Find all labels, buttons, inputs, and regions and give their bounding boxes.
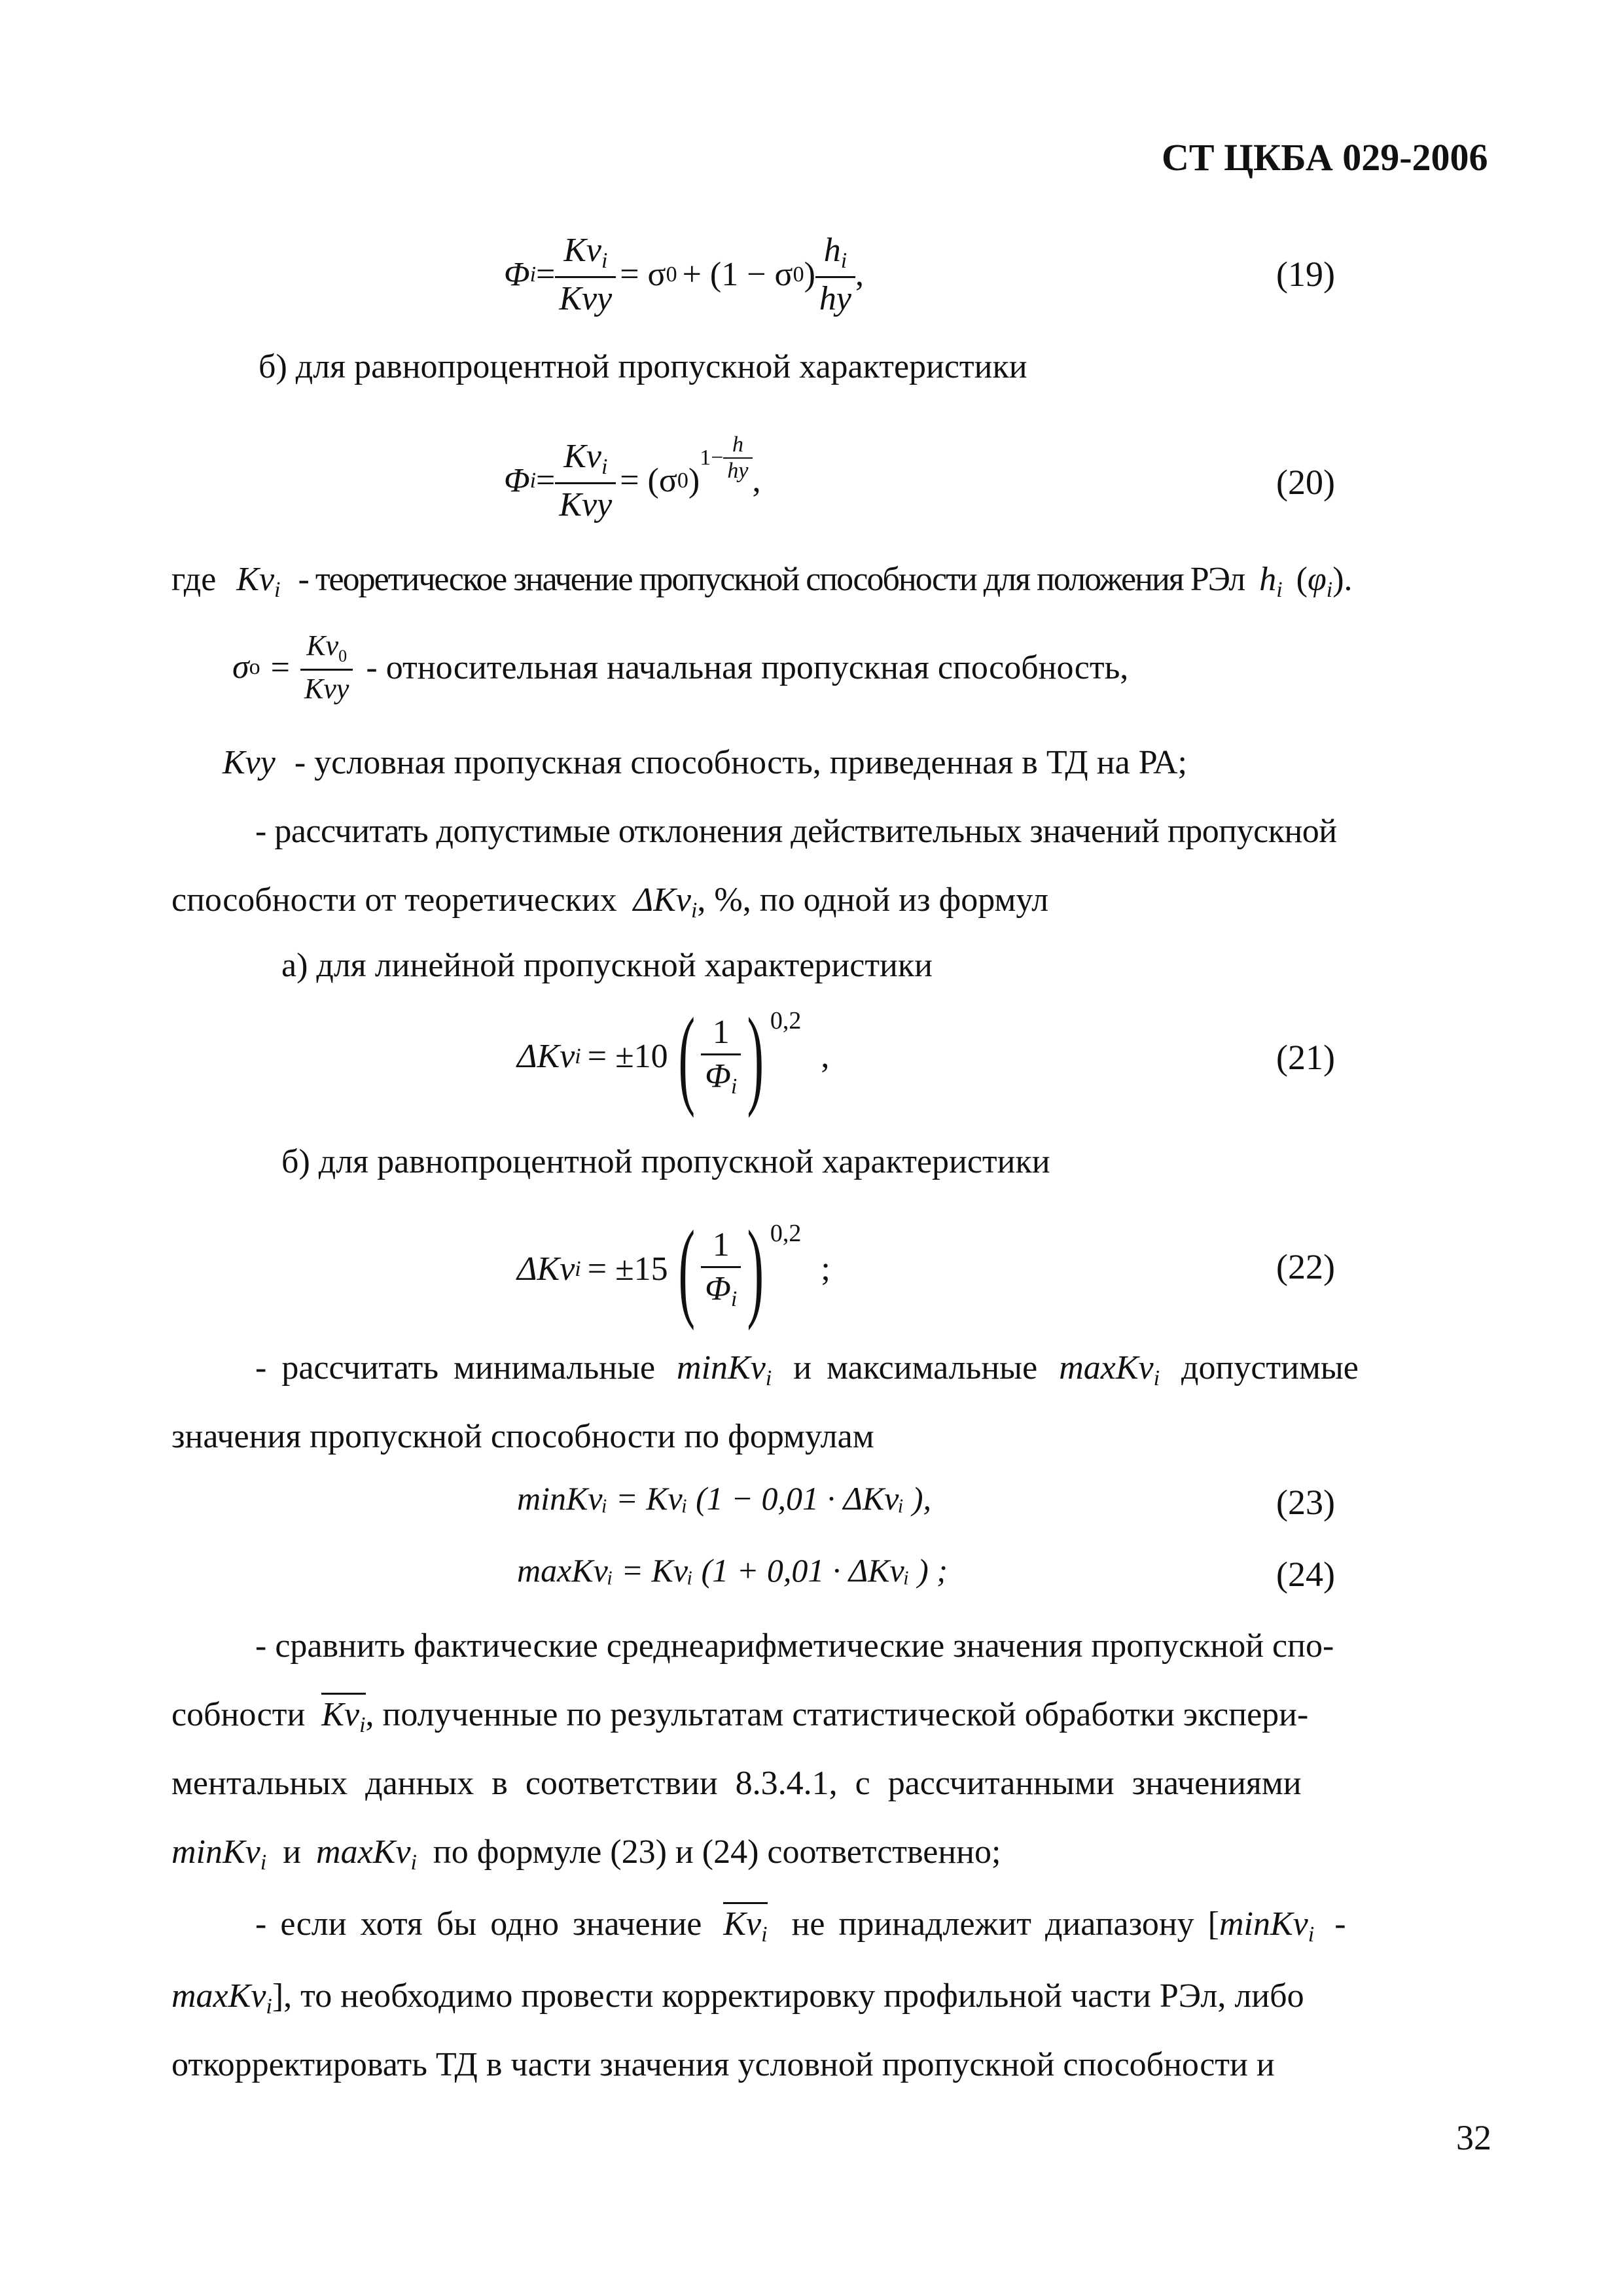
para3-max: maxKv (316, 1833, 411, 1871)
eq19-sub: i (529, 262, 537, 287)
para1-dkv: ΔKv (633, 881, 691, 919)
para3-line4b: по формуле (23) и (24) соответственно; (433, 1833, 1001, 1871)
eq22-one: 1 (712, 1226, 730, 1263)
sigma-eq: = (270, 648, 290, 686)
eq21-rhs: = ±10 (587, 1038, 668, 1075)
eq22-semi: ; (821, 1250, 830, 1288)
eq22-lparen: ( (678, 1208, 695, 1331)
eq20-num: Kv (563, 438, 601, 475)
eq19-den: Kvy (555, 276, 616, 316)
eq19-zero-a: 0 (666, 262, 677, 287)
para1-line1: - рассчитать допустимые отклонения действительных значений пропускной (255, 813, 1337, 850)
eq21-phi: Φ (705, 1057, 731, 1095)
equation-19 (504, 232, 864, 317)
equation-22 (517, 1208, 830, 1331)
eq19-hy: hy (815, 276, 855, 316)
where-prefix: где (171, 561, 217, 598)
eq20-exponent (700, 434, 752, 482)
equation-number-20: (20) (1276, 463, 1335, 502)
eq19-h-sub: i (840, 249, 847, 273)
para1-line2a: способности от теоретических (171, 881, 617, 919)
para4-max-sub: i (266, 1994, 272, 2019)
para3-min: minKv (171, 1833, 260, 1871)
eq19-rhs-c: ) (804, 256, 815, 293)
eq22-exp: 0,2 (770, 1220, 802, 1247)
kvy-desc: - условная пропускная способность, приведенная в ТД на РА; (294, 744, 1187, 781)
para4-max: maxKv (171, 1977, 266, 2015)
sigma-desc: - относительная начальная пропускная способность, (366, 648, 1129, 686)
para4-min: minKv (1219, 1905, 1308, 1943)
where-phi-sub: i (1326, 578, 1333, 602)
para2-c: допустимые (1181, 1349, 1359, 1386)
sigma-symbol: σ (232, 648, 249, 686)
eq19-rhs-b: + (1 − σ (682, 256, 793, 293)
eq19-phi: Φ (504, 256, 530, 293)
eq22-phi-sub: i (730, 1287, 738, 1311)
equation-number-23: (23) (1276, 1483, 1335, 1522)
eq21-rparen: ) (747, 995, 764, 1118)
eq20-comma: , (752, 462, 761, 499)
para3-line4 (171, 1835, 1001, 1874)
para4-line1b: не принадлежит диапазону [ (791, 1905, 1219, 1943)
para3-line1: - сравнить фактические среднеарифметические значения пропускной спо- (255, 1627, 1334, 1665)
eq21-lhs-sub: i (575, 1044, 581, 1069)
para1-line2 (171, 883, 1048, 922)
text-b1: б) для равнопроцентной пропускной характеристики (259, 348, 1027, 385)
para3-kv-bar (321, 1693, 366, 1737)
para4-dash: - (1334, 1905, 1346, 1943)
para3-kv: Kv (321, 1696, 360, 1733)
para4-min-sub: i (1308, 1922, 1315, 1947)
eq20-close: ) (688, 462, 700, 499)
where-desc: - теоретическое значение пропускной способности для положения РЭл (298, 561, 1245, 598)
para2-a: - рассчитать минимальные (255, 1349, 656, 1386)
para2-max: maxKv (1059, 1349, 1154, 1386)
para4-kv-bar (723, 1902, 768, 1947)
equation-number-24: (24) (1276, 1555, 1335, 1594)
para3-line2b: , полученные по результатам статистической обработки экспери- (365, 1696, 1309, 1733)
para3-line2a: собности (171, 1696, 306, 1733)
para4-kv: Kv (723, 1905, 762, 1943)
eq20-exp-one: 1− (700, 446, 724, 470)
where-phi-open: ( (1296, 561, 1308, 598)
eq20-exp-den: hy (723, 457, 752, 482)
para4-kv-sub: i (761, 1922, 768, 1947)
para2-line2: значения пропускной способности по формулам (171, 1418, 874, 1455)
eq19-h-fraction (815, 234, 855, 316)
eq21-lparen: ( (678, 995, 695, 1118)
text-a: а) для линейной пропускной характеристики (281, 947, 933, 984)
eq19-num: Kv (563, 232, 601, 269)
eq20-rhs: = (σ (620, 462, 677, 499)
equation-24: maxKvᵢ = Kvᵢ (1 + 0,01 · ΔKvᵢ ) ; (517, 1552, 948, 1589)
para4-line2b: ], то необходимо провести корректировку профильной части РЭл, либо (272, 1977, 1304, 2015)
eq20-exp-num: h (732, 433, 743, 457)
eq20-zero: 0 (677, 468, 688, 493)
where-h: h (1259, 561, 1277, 598)
eq19-fraction (555, 234, 616, 316)
eq19-num-sub: i (601, 249, 608, 273)
eq22-phi: Φ (705, 1270, 731, 1307)
equation-21 (517, 995, 830, 1118)
where-kvi-sub: i (274, 578, 281, 602)
para2-line1 (255, 1351, 1359, 1390)
eq22-lhs: ΔKv (517, 1250, 575, 1288)
para3-and: и (283, 1833, 302, 1871)
where-kvi: Kv (236, 561, 275, 598)
eq19-zero-b: 0 (793, 262, 804, 287)
sigma-definition (232, 628, 1128, 707)
text-b2: б) для равнопроцентной пропускной характеристики (281, 1143, 1050, 1180)
para1-line2b: , %, по одной из формул (697, 881, 1049, 919)
eq20-sub: i (529, 468, 537, 493)
kv0-num: Kv (306, 629, 339, 662)
kv0-sub: 0 (338, 646, 348, 665)
para2-min: minKv (677, 1349, 766, 1386)
where-h-sub: i (1276, 578, 1283, 602)
para3-max-sub: i (410, 1850, 417, 1875)
where-phi: φ (1308, 561, 1327, 598)
eq22-rparen: ) (747, 1208, 764, 1331)
kvy-definition (223, 746, 1187, 780)
equation-20 (504, 425, 761, 537)
eq19-h: h (823, 232, 841, 269)
para1-dkv-sub: i (690, 898, 698, 923)
eq21-lhs: ΔKv (517, 1038, 575, 1075)
kv0-den: Kvy (300, 669, 353, 703)
eq21-phi-sub: i (730, 1074, 738, 1099)
eq20-phi: Φ (504, 462, 530, 499)
eq22-fraction (701, 1228, 741, 1311)
sigma-fraction (300, 631, 353, 703)
para3-kv-sub: i (359, 1713, 366, 1737)
where-line (171, 563, 1353, 601)
sigma-sub: o (249, 655, 260, 679)
equation-number-22: (22) (1276, 1247, 1335, 1286)
para4-line1a: - если хотя бы одно значение (255, 1905, 702, 1943)
eq22-rhs: = ±15 (587, 1250, 668, 1288)
eq20-exp-frac (723, 434, 752, 482)
eq21-comma: , (821, 1038, 830, 1075)
eq19-rhs-a: = σ (620, 256, 666, 293)
eq20-num-sub: i (601, 455, 608, 479)
eq20-den: Kvy (555, 482, 616, 522)
para3-line2 (171, 1698, 1308, 1737)
para4-line1 (255, 1907, 1346, 1946)
kvy-label: Kvy (223, 744, 276, 781)
para3-line3: ментальных данных в соответствии 8.3.4.1, с рассчитанными значениями (171, 1765, 1302, 1802)
eq21-one: 1 (712, 1014, 730, 1051)
eq20-eq: = (536, 462, 556, 499)
page-number: 32 (1456, 2118, 1491, 2157)
equation-number-21: (21) (1276, 1038, 1335, 1077)
para2-b: и максимальные (793, 1349, 1038, 1386)
document-code: СТ ЦКБА 029-2006 (1162, 136, 1488, 179)
where-phi-close: ). (1332, 561, 1353, 598)
eq19-comma: , (855, 256, 864, 293)
equation-23: minKvᵢ = Kvᵢ (1 − 0,01 · ΔKvᵢ ), (517, 1480, 931, 1517)
para4-line2 (171, 1979, 1304, 2018)
eq22-lhs-sub: i (575, 1257, 581, 1281)
eq19-eq: = (536, 256, 556, 293)
para3-min-sub: i (260, 1850, 267, 1875)
eq21-exp: 0,2 (770, 1007, 802, 1034)
para2-min-sub: i (765, 1366, 772, 1390)
equation-number-19: (19) (1276, 255, 1335, 294)
eq21-fraction (701, 1016, 741, 1098)
para4-line3: откорректировать ТД в части значения условной пропускной способности и (171, 2046, 1275, 2083)
eq20-fraction (555, 440, 616, 522)
para2-max-sub: i (1153, 1366, 1160, 1390)
